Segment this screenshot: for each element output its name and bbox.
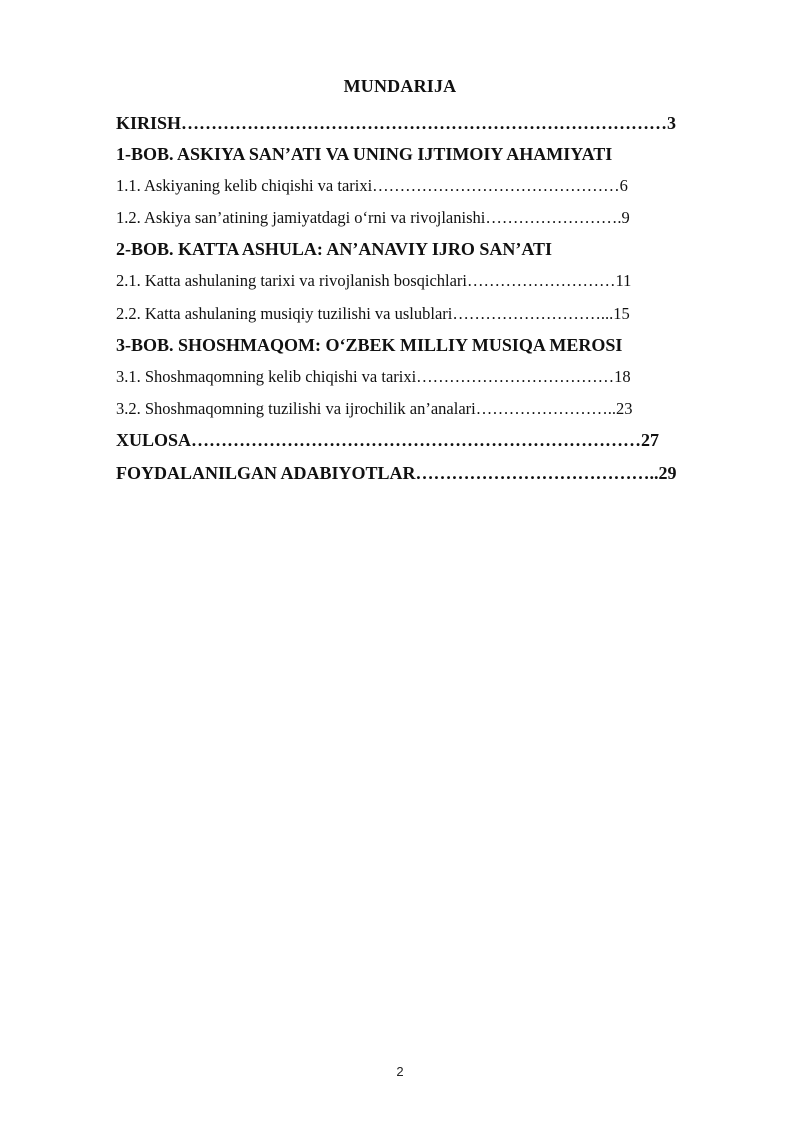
- toc-entry-text: KIRISH………………………………………………………………………3: [116, 113, 677, 133]
- toc-entry-section-2-1: [116, 270, 700, 292]
- toc-entry-text: 1.1. Askiyaning kelib chiqishi va tarixi………………………………………6: [116, 176, 628, 195]
- toc-entry-chapter-1: [116, 143, 700, 165]
- toc-entry-text: 2-BOB. KATTA ASHULA: AN’ANAVIY IJRO SAN’ATI: [116, 239, 553, 259]
- toc-entry-adabiyotlar: [116, 462, 700, 484]
- toc-entry-section-2-2: [116, 303, 700, 325]
- toc-entry-section-1-1: [116, 175, 700, 197]
- toc-entry-text: 3.2. Shoshmaqomning tuzilishi va ijrochilik an’analari……………………..23: [116, 399, 633, 418]
- toc-entry-section-3-2: [116, 398, 700, 420]
- toc-entry-text: 3.1. Shoshmaqomning kelib chiqishi va tarixi………………………………18: [116, 367, 631, 386]
- toc-entry-section-1-2: [116, 207, 700, 229]
- toc-entry-text: FOYDALANILGAN ADABIYOTLAR…………………………………..29: [116, 463, 677, 483]
- toc-entry-text: 2.2. Katta ashulaning musiqiy tuzilishi va uslublari………………………...15: [116, 304, 630, 323]
- toc-entry-text: 2.1. Katta ashulaning tarixi va rivojlanish bosqichlari………………………11: [116, 271, 632, 290]
- toc-entry-xulosa: [116, 429, 700, 451]
- toc-entry-text: 1-BOB. ASKIYA SAN’ATI VA UNING IJTIMOIY AHAMIYATI: [116, 144, 613, 164]
- toc-entry-text: 3-BOB. SHOSHMAQOM: O‘ZBEK MILLIY MUSIQA MEROSI: [116, 335, 623, 355]
- toc-entry-chapter-2: [116, 238, 700, 260]
- toc-entry-text: 1.2. Askiya san’atining jamiyatdagi o‘rni va rivojlanishi…………………….9: [116, 208, 630, 227]
- toc-entry-chapter-3: [116, 334, 700, 356]
- toc-title: MUNDARIJA: [343, 76, 457, 96]
- toc-entry-section-3-1: [116, 366, 700, 388]
- page-number: 2: [396, 1064, 404, 1079]
- toc-entry-text: XULOSA…………………………………………………………………27: [116, 430, 660, 450]
- toc-entry-kirish: [116, 112, 700, 134]
